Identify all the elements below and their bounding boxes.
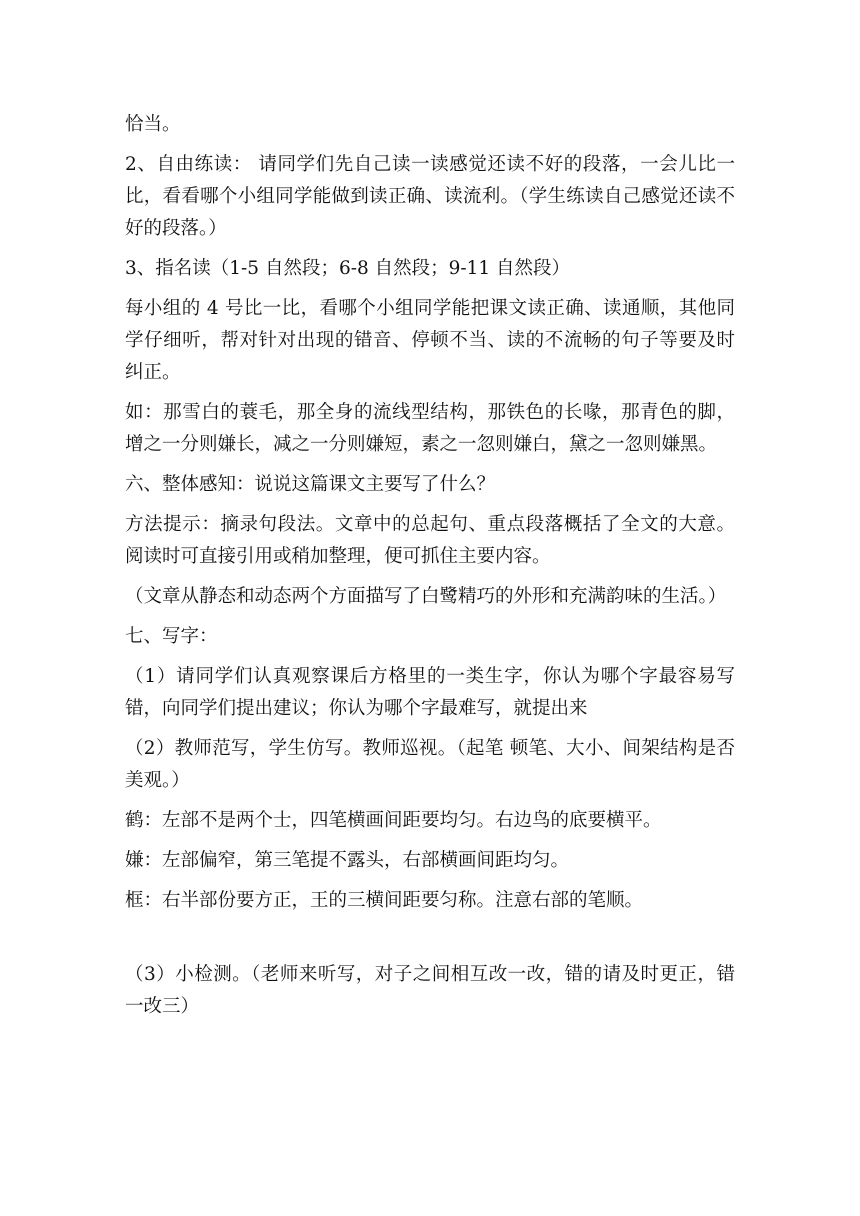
paragraph-writing-step-3: （3）小检测。（老师来听写，对子之间相互改一改，错的请及时更正，错一改三） (125, 964, 735, 1017)
paragraph-continuation: 恰当。 (125, 114, 181, 135)
heading-overall-perception: 六、整体感知：说说这篇课文主要写了什么？ (125, 474, 496, 495)
document-body (125, 109, 735, 1031)
paragraph-group-compare: 每小组的 4 号比一比，看哪个小组同学能把课文读正确、读通顺，其他同学仔细听，帮对针对出现的错音、停顿不当、读的不流畅的句子等要及时纠正。 (125, 298, 735, 383)
paragraph-method-tip: 方法提示：摘录句段法。文章中的总起句、重点段落概括了全文的大意。阅读时可直接引用或稍加整理，便可抓住主要内容。 (125, 514, 735, 567)
paragraph-summary-note: （文章从静态和动态两个方面描写了白鹭精巧的外形和充满韵味的生活。） (125, 586, 727, 607)
paragraph-writing-step-1: （1）请同学们认真观察课后方格里的一类生字，你认为哪个字最容易写错，向同学们提出建议；你认为哪个字最难写，就提出来 (125, 666, 735, 719)
paragraph-char-xian: 嫌：左部偏窄，第三笔提不露头，右部横画间距均匀。 (125, 850, 570, 871)
paragraph-named-reading: 3、指名读（1-5 自然段；6-8 自然段；9-11 自然段） (125, 258, 571, 279)
paragraph-example-sentence: 如：那雪白的蓑毛，那全身的流线型结构，那铁色的长喙，那青色的脚，增之一分则嫌长，减之一分则嫌短，素之一忽则嫌白，黛之一忽则嫌黑。 (125, 402, 735, 455)
paragraph-char-kuang: 框：右半部份要方正，王的三横间距要匀称。注意右部的笔顺。 (125, 890, 644, 911)
paragraph-free-reading: 2、自由练读： 请同学们先自己读一读感觉还读不好的段落，一会儿比一比，看看哪个小组同学能做到读正确、读流利。（学生练读自己感觉还读不好的段落。） (125, 154, 735, 239)
blank-line (125, 925, 735, 959)
heading-writing: 七、写字： (125, 626, 218, 647)
paragraph-writing-step-2: （2）教师范写，学生仿写。教师巡视。（起笔 顿笔、大小、间架结构是否美观。） (125, 738, 735, 791)
paragraph-char-he: 鹤：左部不是两个士，四笔横画间距要均匀。右边鸟的底要横平。 (125, 810, 662, 831)
